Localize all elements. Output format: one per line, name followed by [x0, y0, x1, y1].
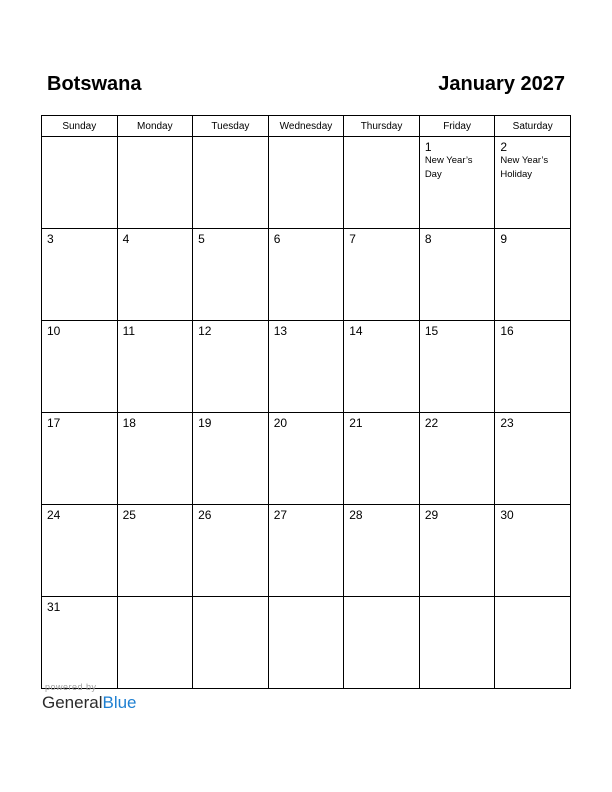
day-number: 29 — [424, 508, 439, 522]
day-number: 26 — [198, 508, 212, 522]
day-number: 17 — [47, 416, 61, 430]
day-cell — [268, 413, 344, 505]
day-cell — [344, 321, 420, 413]
week-row — [42, 321, 571, 413]
day-cell — [42, 321, 118, 413]
day-number: 19 — [198, 416, 212, 430]
weekday-saturday: Saturday — [495, 116, 571, 137]
day-cell — [344, 229, 420, 321]
day-cell — [495, 229, 571, 321]
day-cell — [419, 505, 495, 597]
day-cell — [117, 137, 193, 229]
day-number: 2 — [500, 140, 508, 154]
day-number: 4 — [122, 232, 130, 246]
day-cell — [117, 321, 193, 413]
day-number: 8 — [424, 232, 432, 246]
day-number: 11 — [122, 324, 136, 338]
day-cell — [117, 413, 193, 505]
day-cell — [193, 137, 269, 229]
day-cell — [42, 505, 118, 597]
day-cell — [419, 597, 495, 689]
day-cell — [193, 413, 269, 505]
day-cell — [193, 229, 269, 321]
day-cell — [268, 505, 344, 597]
day-number: 16 — [500, 324, 514, 338]
week-row — [42, 229, 571, 321]
day-number: 14 — [349, 324, 363, 338]
day-number: 24 — [47, 508, 61, 522]
day-number: 31 — [47, 600, 61, 614]
weekday-wednesday: Wednesday — [268, 116, 344, 137]
day-cell — [117, 229, 193, 321]
day-cell — [268, 229, 344, 321]
day-cell — [495, 413, 571, 505]
weekday-friday: Friday — [419, 116, 495, 137]
weekday-header-row — [42, 116, 571, 137]
day-cell — [193, 505, 269, 597]
day-cell — [193, 321, 269, 413]
day-number: 3 — [47, 232, 54, 246]
day-number: 30 — [500, 508, 514, 522]
day-cell — [193, 597, 269, 689]
logo-general: General — [42, 693, 103, 712]
day-cell — [344, 413, 420, 505]
day-number: 15 — [424, 324, 439, 338]
calendar-grid — [41, 115, 571, 689]
day-number: 10 — [47, 324, 61, 338]
day-cell — [419, 321, 495, 413]
day-cell — [495, 597, 571, 689]
day-cell — [42, 229, 118, 321]
weekday-sunday: Sunday — [42, 116, 118, 137]
holiday-label: New Year’s Holiday — [500, 155, 549, 180]
day-number: 20 — [273, 416, 288, 430]
day-number: 7 — [349, 232, 356, 246]
day-cell — [419, 137, 495, 229]
country-title: Botswana — [47, 73, 142, 95]
day-number: 22 — [424, 416, 439, 430]
day-cell — [268, 137, 344, 229]
day-number: 1 — [424, 140, 432, 154]
day-cell — [344, 505, 420, 597]
day-number: 21 — [349, 416, 363, 430]
day-number: 18 — [122, 416, 136, 430]
weekday-thursday: Thursday — [344, 116, 420, 137]
month-title: January 2027 — [438, 73, 565, 95]
weekday-monday: Monday — [117, 116, 193, 137]
powered-by-label: powered by — [45, 682, 97, 692]
day-cell — [42, 597, 118, 689]
day-cell — [419, 413, 495, 505]
week-row — [42, 505, 571, 597]
holiday-label: New Year’s Day — [424, 155, 473, 180]
day-cell — [117, 505, 193, 597]
day-number: 12 — [198, 324, 212, 338]
week-row — [42, 597, 571, 689]
day-cell — [419, 229, 495, 321]
day-cell — [117, 597, 193, 689]
week-row — [42, 137, 571, 229]
day-number: 6 — [273, 232, 281, 246]
day-cell — [42, 137, 118, 229]
day-cell — [495, 505, 571, 597]
day-cell — [42, 413, 118, 505]
day-cell — [344, 137, 420, 229]
day-cell — [268, 597, 344, 689]
day-number: 13 — [273, 324, 288, 338]
day-cell — [495, 321, 571, 413]
day-number: 23 — [500, 416, 514, 430]
day-cell — [344, 597, 420, 689]
weekday-tuesday: Tuesday — [193, 116, 269, 137]
day-cell — [495, 137, 571, 229]
week-row — [42, 413, 571, 505]
day-number: 25 — [122, 508, 136, 522]
day-number: 9 — [500, 232, 508, 246]
generalblue-logo — [42, 693, 137, 713]
day-number: 5 — [198, 232, 205, 246]
day-number: 27 — [273, 508, 288, 522]
logo-blue: Blue — [102, 693, 137, 712]
day-number: 28 — [349, 508, 363, 522]
day-cell — [268, 321, 344, 413]
